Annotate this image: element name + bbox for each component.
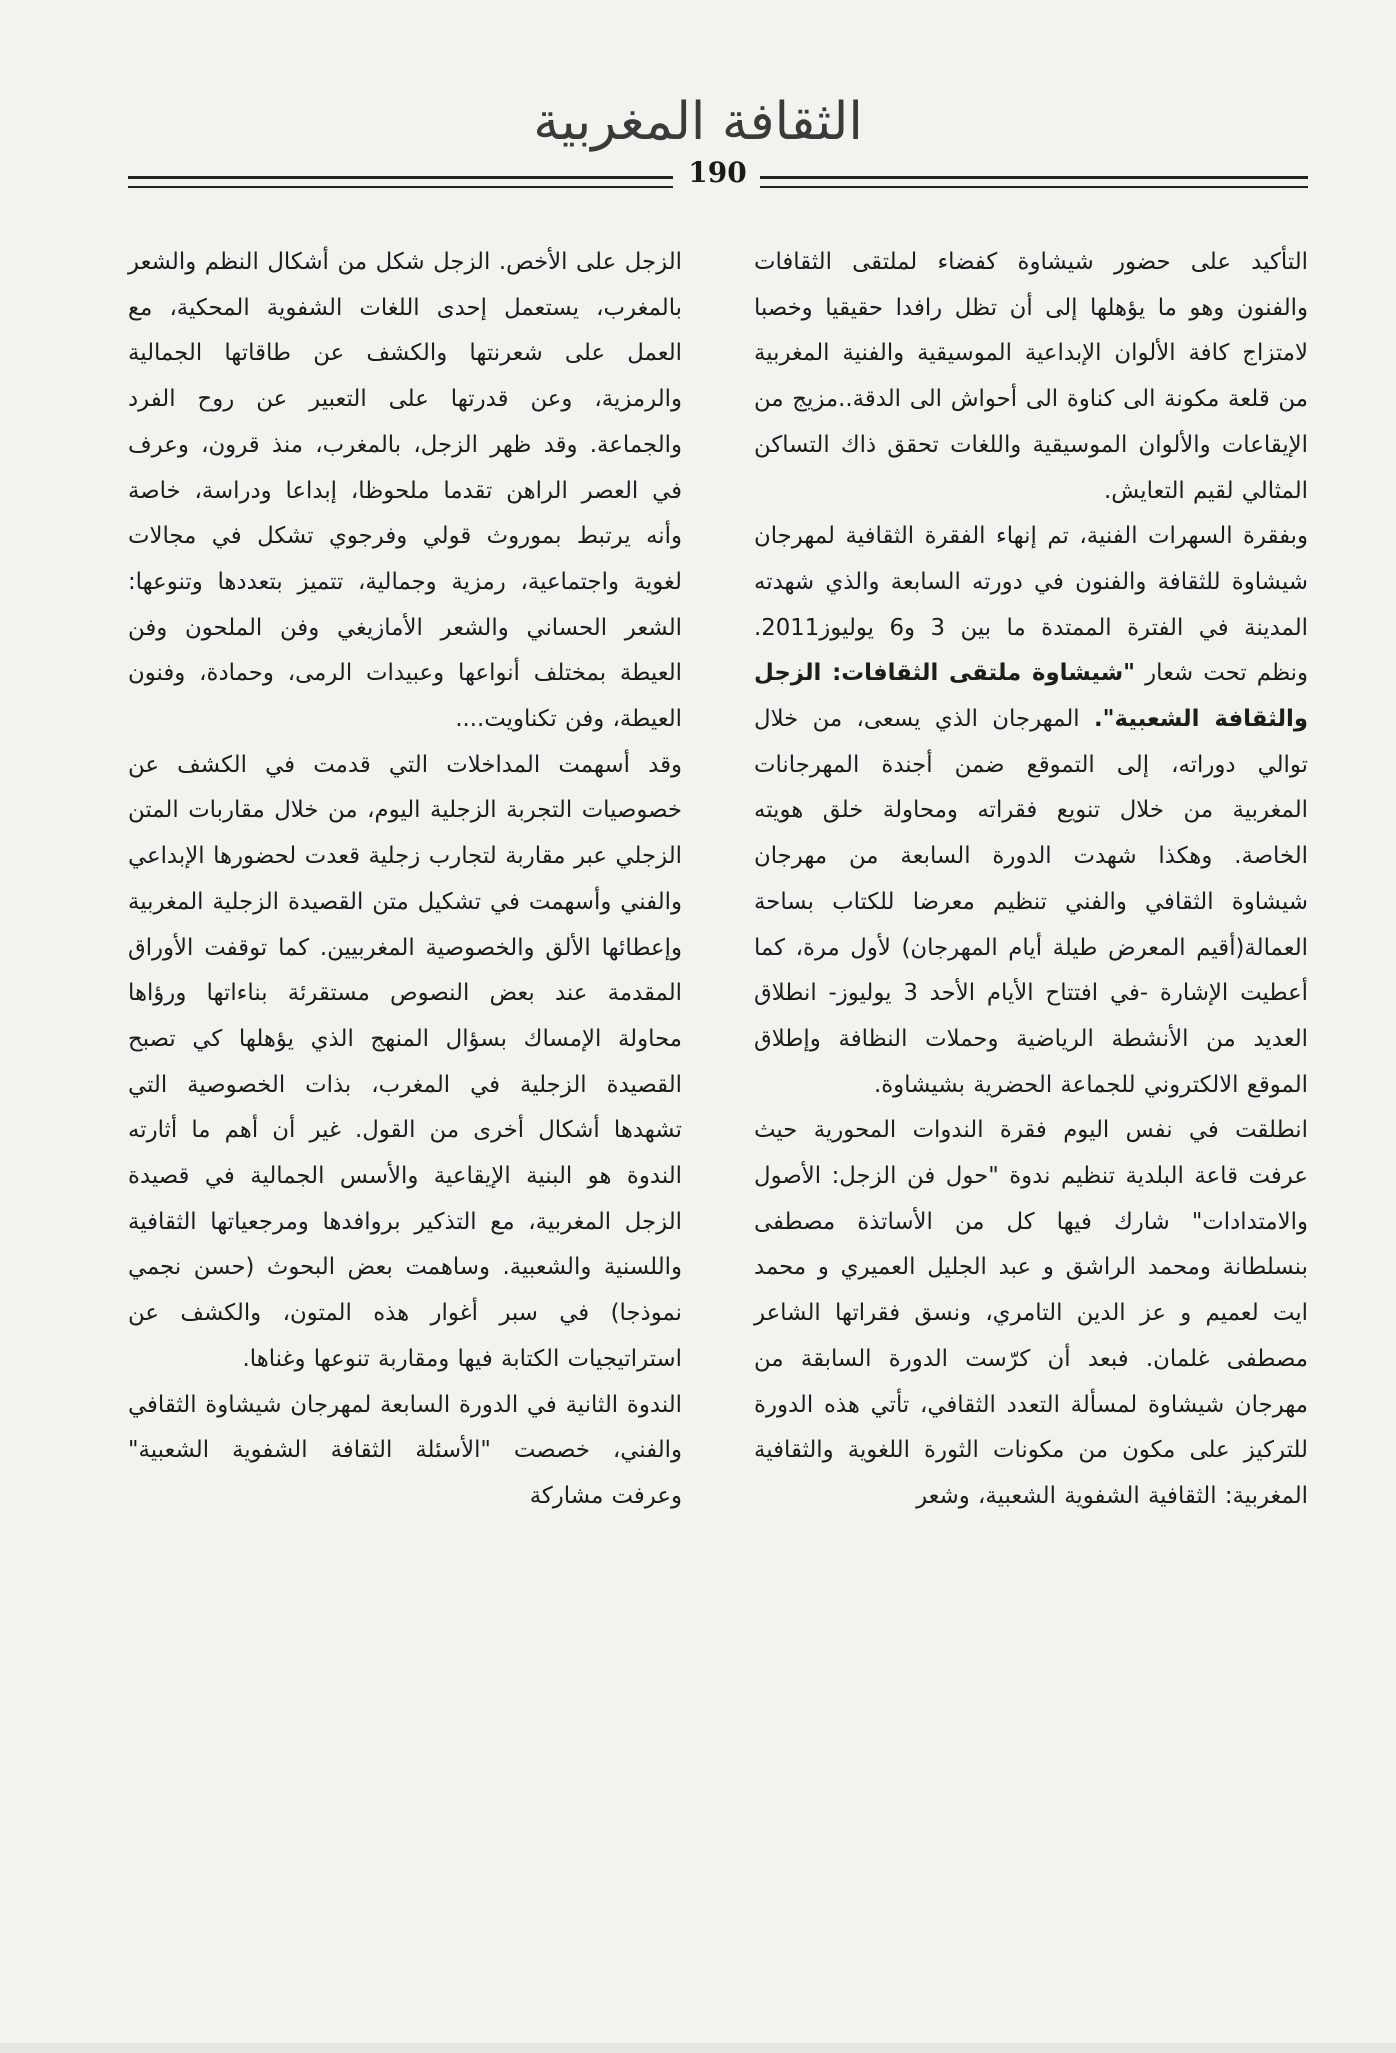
paragraph-text: وبفقرة السهرات الفنية، تم إنهاء الفقرة الثقافية لمهرجان شيشاوة للثقافة والفنون في دورته السابعة والذي شهدته المدينة في الفترة الممتدة ما بين 3 و6 يوليوز2011. ونظم تحت شعار [754, 523, 1309, 687]
paragraph [754, 514, 1308, 1108]
paragraph-text: المهرجان الذي يسعى، من خلال توالي دوراته، إلى التموقع ضمن أجندة المهرجانات المغربية من خلال تنويع فقراته ومحاولة خلق هويته الخاصة. وهكذا شهدت الدورة السابعة من مهرجان شيشاوة الثقافي والفني تنظيم معرضا للكتاب بساحة العمالة(أقيم المعرض طيلة أيام المهرجان) لأول مرة، كما أعطيت الإشارة -في افتتاح الأيام الأحد 3 يوليوز- انطلاق العديد من الأنشطة الرياضية وحملات النظافة وإطلاق الموقع الالكتروني للجماعة الحضرية بشيشاوة. [754, 706, 1309, 1098]
page-bottom-edge [0, 2043, 1396, 2053]
festival-slogan: "شيشاوة ملتقى الثقافات: الزجل والثقافة الشعبية". [754, 660, 1308, 733]
paragraph: الزجل على الأخص. الزجل شكل من أشكال النظم والشعر بالمغرب، يستعمل إحدى اللغات الشفوية المحكية، مع العمل على شعرنتها والكشف عن طاقاتها الجمالية والرمزية، وعن قدرتها على التعبير عن روح الفرد والجماعة. وقد ظهر الزجل، بالمغرب، منذ قرون، وعرف في العصر الراهن تقدما ملحوظا، إبداعا ودراسة، خاصة وأنه يرتبط بموروث قولي وفرجوي تشكل في مجالات لغوية واجتماعية، رمزية وجمالية، تتميز بتعددها وتنوعها: الشعر الحساني والشعر الأمازيغي وفن الملحون وفن العيطة بمختلف أنواعها وعبيدات الرمى، وحمادة، وفنون العيطة، وفن تكناويت.... [128, 249, 682, 733]
header-rule-left [128, 176, 673, 188]
journal-title: الثقافة المغربية [533, 92, 863, 152]
paragraph: الندوة الثانية في الدورة السابعة لمهرجان شيشاوة الثقافي والفني، خصصت "الأسئلة الثقافة الشفوية الشعبية" وعرفت مشاركة [128, 1391, 682, 1509]
right-column [754, 240, 1308, 1520]
left-column [128, 240, 682, 1520]
paragraph: وقد أسهمت المداخلات التي قدمت في الكشف عن خصوصيات التجربة الزجلية اليوم، من خلال مقاربات المتن الزجلي عبر مقاربة لتجارب زجلية قعدت لحضورها الإبداعي والفني وأسهمت في تشكيل متن القصيدة الزجلية المغربية وإعطائها الألق والخصوصية المغربيين. كما توقفت الأوراق المقدمة عند بعض النصوص مستقرئة بناءاتها ورؤاها محاولة الإمساك بسؤال المنهج الذي يؤهلها كي تصبح القصيدة الزجلية في المغرب، بذات الخصوصية التي تشهدها أشكال أخرى من القول. غير أن أهم ما أثارته الندوة هو البنية الإيقاعية والأسس الجمالية في قصيدة الزجل المغربية، مع التذكير بروافدها ومرجعياتها الثقافية واللسنية والشعبية. وساهمت بعض البحوث (حسن نجمي نموذجا) في سبر أغوار هذه المتون، والكشف عن استراتيجيات الكتابة فيها ومقاربة تنوعها وغناها. [128, 751, 682, 1372]
paragraph: التأكيد على حضور شيشاوة كفضاء لملتقى الثقافات والفنون وهو ما يؤهلها إلى أن تظل رافدا حقيقيا وخصبا لامتزاج كافة الألوان الإبداعية الموسيقية والفنية المغربية من قلعة مكونة الى كناوة الى أحواش الى الدقة..مزيج من الإيقاعات والألوان الموسيقية واللغات تحقق ذاك التساكن المثالي لقيم التعايش. [754, 249, 1308, 504]
page-number: 190 [688, 156, 747, 189]
header-rule-right [760, 176, 1308, 188]
paragraph: انطلقت في نفس اليوم فقرة الندوات المحورية حيث عرفت قاعة البلدية تنظيم ندوة "حول فن الزجل: الأصول والامتدادات" شارك فيها كل من الأساتذة مصطفى بنسلطانة ومحمد الراشق و عبد الجليل العميري و محمد ايت لعميم و عز الدين التامري، ونسق فقراتها الشاعر مصطفى غلمان. فبعد أن كرّست الدورة السابقة من مهرجان شيشاوة لمسألة التعدد الثقافي، تأتي هذه الدورة للتركيز على مكون من مكونات الثورة اللغوية والثقافية المغربية: الثقافية الشفوية الشعبية، وشعر [754, 1117, 1308, 1509]
